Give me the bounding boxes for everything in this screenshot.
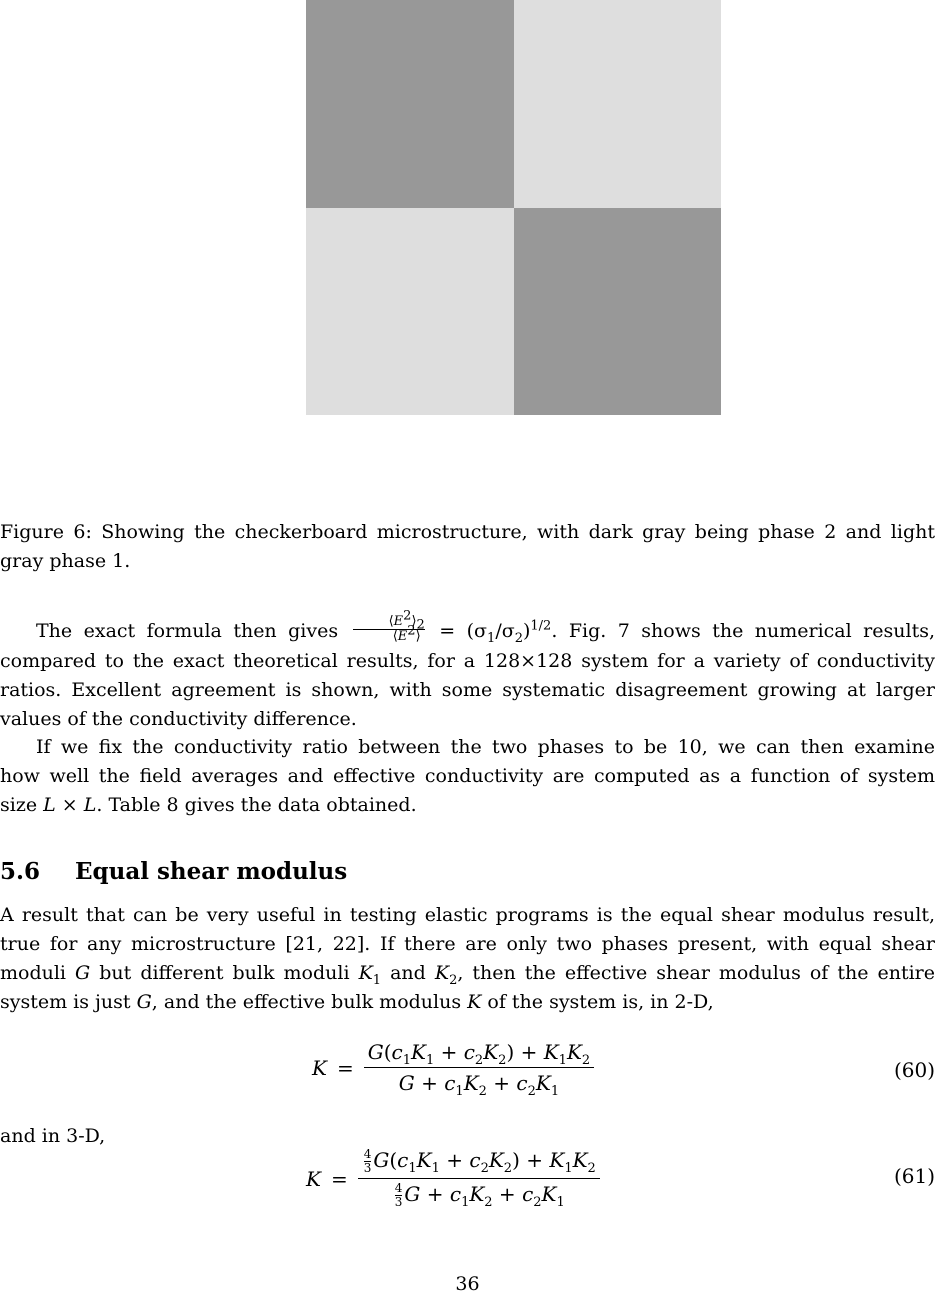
para2-line-1: If we fix the conductivity ratio between the two phases to be 10, we can then examine — [36, 736, 935, 758]
caption-line-2: gray phase 1. — [0, 550, 131, 572]
para1-line-1: The exact formula then gives $\frac{⟨E^2⟩_2}{⟨E^2⟩}$ = $(\sigma_1/\sigma_2)^{1/2}$. Fig. 7 shows the numerical results, — [36, 608, 935, 646]
para2-line-2: how well the field averages and effective conductivity are computed as a function of system — [0, 765, 935, 787]
cell-top-right — [514, 0, 722, 208]
eq60-fraction: $\frac{G(c_1K_1 + c_2K_2) + K_1K_2}{G + c_1K_2 + c_2K_1}$ — [364, 1040, 594, 1095]
para3-line-2: true for any microstructure [21, 22]. If there are only two phases present, with equal shear — [0, 933, 935, 955]
checkerboard-figure — [306, 0, 721, 415]
para3-line-3: moduli G but different bulk moduli $K_1$ and $K_2$, then the effective shear modulus of the entire — [0, 962, 935, 988]
para1-line-2: compared to the exact theoretical results, for a 128×128 system for a variety of conductivity — [0, 649, 935, 672]
and-in-3d-text: and in 3-D, — [0, 1125, 106, 1147]
equation-60: K = $\frac{G(c_1K_1 + c_2K_2) + K_1K_2}{G + c_1K_2 + c_2K_1}$ (60) — [312, 1040, 935, 1099]
paragraph-3 — [0, 901, 935, 1017]
para2-line-3: size L × L. Table 8 gives the data obtained. — [0, 794, 417, 816]
field-ratio-fraction: $\frac{⟨E^2⟩_2}{⟨E^2⟩}$ — [353, 615, 425, 644]
section-title: Equal shear modulus — [75, 858, 348, 885]
paragraph-2 — [0, 733, 935, 820]
cell-top-left — [306, 0, 514, 208]
eq60-label: (60) — [893, 1058, 935, 1082]
cell-bottom-left — [306, 208, 514, 416]
paragraph-1 — [0, 608, 935, 734]
equation-61: K = $\frac{4}{3}$ $G(c_1K_1 + c_2K_2) + K_1K_2$ $\frac{4}{3}$ $G + c_1K_2 + c_2K_1$ (61) — [306, 1147, 935, 1210]
section-heading — [0, 858, 347, 885]
para3-line-1: A result that can be very useful in testing elastic programs is the equal shear modulus result, — [0, 904, 935, 926]
eq61-label: (61) — [893, 1164, 935, 1188]
section-number: 5.6 — [0, 858, 41, 885]
caption-line-1: Figure 6: Showing the checkerboard microstructure, with dark gray being phase 2 and light — [0, 521, 935, 543]
para1-line-4: values of the conductivity difference. — [0, 707, 357, 730]
figure-caption — [0, 518, 935, 576]
page-number: 36 — [455, 1273, 480, 1295]
eq61-fraction: $\frac{4}{3}$ $G(c_1K_1 + c_2K_2) + K_1K_2$ $\frac{4}{3}$ $G + c_1K_2 + c_2K_1$ — [358, 1148, 600, 1209]
para3-line-4: system is just G, and the effective bulk modulus K of the system is, in 2-D, — [0, 991, 714, 1013]
cell-bottom-right — [514, 208, 722, 416]
para1-line-3: ratios. Excellent agreement is shown, with some systematic disagreement growing at larger — [0, 678, 935, 701]
